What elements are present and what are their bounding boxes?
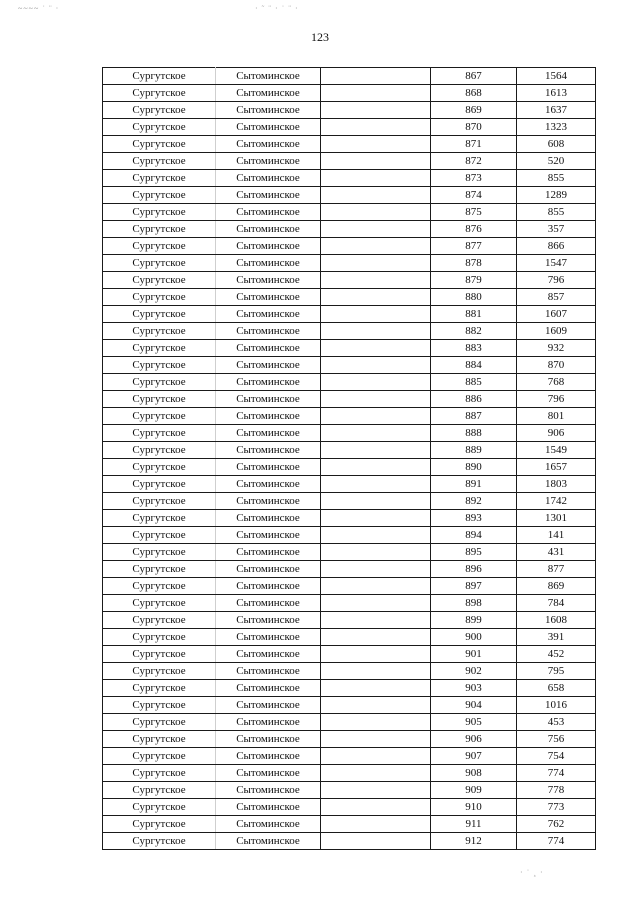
lot-number-cell: 905 <box>431 714 517 731</box>
deposit-cell: Сургутское <box>103 544 216 561</box>
lot-number-cell: 908 <box>431 765 517 782</box>
deposit-cell: Сургутское <box>103 493 216 510</box>
deposit-cell: Сургутское <box>103 68 216 85</box>
lot-number-cell: 882 <box>431 323 517 340</box>
registry-table <box>102 67 596 850</box>
table-row <box>103 238 596 255</box>
table-row <box>103 544 596 561</box>
value-cell: 658 <box>517 680 596 697</box>
lot-number-cell: 910 <box>431 799 517 816</box>
field-cell: Сытоминское <box>216 272 321 289</box>
deposit-cell: Сургутское <box>103 255 216 272</box>
deposit-cell: Сургутское <box>103 374 216 391</box>
table-row <box>103 510 596 527</box>
field-cell: Сытоминское <box>216 119 321 136</box>
deposit-cell: Сургутское <box>103 187 216 204</box>
table-row <box>103 799 596 816</box>
value-cell: 1637 <box>517 102 596 119</box>
lot-number-cell: 912 <box>431 833 517 850</box>
lot-number-cell: 898 <box>431 595 517 612</box>
deposit-cell: Сургутское <box>103 697 216 714</box>
field-cell: Сытоминское <box>216 408 321 425</box>
field-cell: Сытоминское <box>216 102 321 119</box>
value-cell: 784 <box>517 595 596 612</box>
table-row <box>103 68 596 85</box>
lot-number-cell: 871 <box>431 136 517 153</box>
deposit-cell: Сургутское <box>103 306 216 323</box>
table-row <box>103 408 596 425</box>
field-cell: Сытоминское <box>216 748 321 765</box>
blank-cell <box>321 68 431 85</box>
blank-cell <box>321 204 431 221</box>
value-cell: 855 <box>517 204 596 221</box>
table-row <box>103 816 596 833</box>
table-row <box>103 153 596 170</box>
deposit-cell: Сургутское <box>103 408 216 425</box>
field-cell: Сытоминское <box>216 476 321 493</box>
table-row <box>103 221 596 238</box>
blank-cell <box>321 629 431 646</box>
field-cell: Сытоминское <box>216 510 321 527</box>
table-row <box>103 374 596 391</box>
blank-cell <box>321 272 431 289</box>
table-row <box>103 493 596 510</box>
table-row <box>103 765 596 782</box>
field-cell: Сытоминское <box>216 340 321 357</box>
value-cell: 774 <box>517 765 596 782</box>
table-row <box>103 697 596 714</box>
deposit-cell: Сургутское <box>103 204 216 221</box>
blank-cell <box>321 697 431 714</box>
blank-cell <box>321 408 431 425</box>
deposit-cell: Сургутское <box>103 714 216 731</box>
field-cell: Сытоминское <box>216 714 321 731</box>
field-cell: Сытоминское <box>216 697 321 714</box>
value-cell: 1549 <box>517 442 596 459</box>
value-cell: 768 <box>517 374 596 391</box>
value-cell: 906 <box>517 425 596 442</box>
table-row <box>103 663 596 680</box>
scan-artifact-bottom: · ˙ ¸ · <box>520 868 544 877</box>
value-cell: 1657 <box>517 459 596 476</box>
field-cell: Сытоминское <box>216 255 321 272</box>
deposit-cell: Сургутское <box>103 425 216 442</box>
blank-cell <box>321 663 431 680</box>
blank-cell <box>321 493 431 510</box>
value-cell: 877 <box>517 561 596 578</box>
lot-number-cell: 909 <box>431 782 517 799</box>
blank-cell <box>321 306 431 323</box>
field-cell: Сытоминское <box>216 612 321 629</box>
lot-number-cell: 902 <box>431 663 517 680</box>
value-cell: 1564 <box>517 68 596 85</box>
blank-cell <box>321 476 431 493</box>
table-row <box>103 204 596 221</box>
blank-cell <box>321 612 431 629</box>
field-cell: Сытоминское <box>216 527 321 544</box>
lot-number-cell: 885 <box>431 374 517 391</box>
field-cell: Сытоминское <box>216 221 321 238</box>
blank-cell <box>321 119 431 136</box>
table-row <box>103 459 596 476</box>
deposit-cell: Сургутское <box>103 748 216 765</box>
field-cell: Сытоминское <box>216 493 321 510</box>
lot-number-cell: 907 <box>431 748 517 765</box>
field-cell: Сытоминское <box>216 323 321 340</box>
blank-cell <box>321 816 431 833</box>
field-cell: Сытоминское <box>216 765 321 782</box>
blank-cell <box>321 289 431 306</box>
value-cell: 1613 <box>517 85 596 102</box>
field-cell: Сытоминское <box>216 391 321 408</box>
value-cell: 801 <box>517 408 596 425</box>
field-cell: Сытоминское <box>216 544 321 561</box>
lot-number-cell: 888 <box>431 425 517 442</box>
field-cell: Сытоминское <box>216 782 321 799</box>
field-cell: Сытоминское <box>216 799 321 816</box>
table-row <box>103 731 596 748</box>
lot-number-cell: 884 <box>431 357 517 374</box>
value-cell: 391 <box>517 629 596 646</box>
field-cell: Сытоминское <box>216 85 321 102</box>
table-row <box>103 748 596 765</box>
value-cell: 857 <box>517 289 596 306</box>
field-cell: Сытоминское <box>216 136 321 153</box>
lot-number-cell: 896 <box>431 561 517 578</box>
lot-number-cell: 906 <box>431 731 517 748</box>
deposit-cell: Сургутское <box>103 119 216 136</box>
blank-cell <box>321 374 431 391</box>
field-cell: Сытоминское <box>216 238 321 255</box>
lot-number-cell: 889 <box>431 442 517 459</box>
field-cell: Сытоминское <box>216 833 321 850</box>
lot-number-cell: 886 <box>431 391 517 408</box>
value-cell: 773 <box>517 799 596 816</box>
table-row <box>103 442 596 459</box>
field-cell: Сытоминское <box>216 459 321 476</box>
lot-number-cell: 890 <box>431 459 517 476</box>
blank-cell <box>321 646 431 663</box>
deposit-cell: Сургутское <box>103 221 216 238</box>
value-cell: 1609 <box>517 323 596 340</box>
value-cell: 1608 <box>517 612 596 629</box>
table-row <box>103 357 596 374</box>
field-cell: Сытоминское <box>216 646 321 663</box>
blank-cell <box>321 527 431 544</box>
deposit-cell: Сургутское <box>103 731 216 748</box>
blank-cell <box>321 391 431 408</box>
lot-number-cell: 894 <box>431 527 517 544</box>
value-cell: 869 <box>517 578 596 595</box>
lot-number-cell: 893 <box>431 510 517 527</box>
value-cell: 520 <box>517 153 596 170</box>
field-cell: Сытоминское <box>216 816 321 833</box>
blank-cell <box>321 102 431 119</box>
value-cell: 774 <box>517 833 596 850</box>
value-cell: 762 <box>517 816 596 833</box>
lot-number-cell: 879 <box>431 272 517 289</box>
deposit-cell: Сургутское <box>103 136 216 153</box>
registry-table-body <box>103 68 596 850</box>
blank-cell <box>321 357 431 374</box>
lot-number-cell: 903 <box>431 680 517 697</box>
value-cell: 855 <box>517 170 596 187</box>
value-cell: 1607 <box>517 306 596 323</box>
field-cell: Сытоминское <box>216 578 321 595</box>
deposit-cell: Сургутское <box>103 170 216 187</box>
table-row <box>103 119 596 136</box>
value-cell: 1323 <box>517 119 596 136</box>
table-row <box>103 255 596 272</box>
blank-cell <box>321 748 431 765</box>
field-cell: Сытоминское <box>216 629 321 646</box>
table-row <box>103 391 596 408</box>
table-row <box>103 340 596 357</box>
blank-cell <box>321 782 431 799</box>
lot-number-cell: 880 <box>431 289 517 306</box>
table-row <box>103 289 596 306</box>
field-cell: Сытоминское <box>216 663 321 680</box>
deposit-cell: Сургутское <box>103 595 216 612</box>
deposit-cell: Сургутское <box>103 578 216 595</box>
lot-number-cell: 883 <box>431 340 517 357</box>
table-row <box>103 578 596 595</box>
deposit-cell: Сургутское <box>103 663 216 680</box>
lot-number-cell: 875 <box>431 204 517 221</box>
deposit-cell: Сургутское <box>103 816 216 833</box>
deposit-cell: Сургутское <box>103 272 216 289</box>
lot-number-cell: 901 <box>431 646 517 663</box>
deposit-cell: Сургутское <box>103 340 216 357</box>
blank-cell <box>321 459 431 476</box>
blank-cell <box>321 765 431 782</box>
table-row <box>103 187 596 204</box>
lot-number-cell: 878 <box>431 255 517 272</box>
lot-number-cell: 887 <box>431 408 517 425</box>
lot-number-cell: 872 <box>431 153 517 170</box>
page-number: 123 <box>311 30 329 44</box>
field-cell: Сытоминское <box>216 204 321 221</box>
field-cell: Сытоминское <box>216 561 321 578</box>
deposit-cell: Сургутское <box>103 442 216 459</box>
blank-cell <box>321 544 431 561</box>
value-cell: 778 <box>517 782 596 799</box>
deposit-cell: Сургутское <box>103 782 216 799</box>
value-cell: 932 <box>517 340 596 357</box>
deposit-cell: Сургутское <box>103 510 216 527</box>
lot-number-cell: 900 <box>431 629 517 646</box>
value-cell: 453 <box>517 714 596 731</box>
lot-number-cell: 869 <box>431 102 517 119</box>
lot-number-cell: 881 <box>431 306 517 323</box>
table-row <box>103 85 596 102</box>
value-cell: 1547 <box>517 255 596 272</box>
blank-cell <box>321 595 431 612</box>
deposit-cell: Сургутское <box>103 646 216 663</box>
table-row <box>103 782 596 799</box>
lot-number-cell: 904 <box>431 697 517 714</box>
blank-cell <box>321 238 431 255</box>
deposit-cell: Сургутское <box>103 85 216 102</box>
value-cell: 754 <box>517 748 596 765</box>
table-row <box>103 646 596 663</box>
field-cell: Сытоминское <box>216 595 321 612</box>
table-row <box>103 680 596 697</box>
blank-cell <box>321 221 431 238</box>
blank-cell <box>321 578 431 595</box>
value-cell: 452 <box>517 646 596 663</box>
scan-artifact-header: · ˜ ¨ · ˙ ¨ · <box>255 4 299 13</box>
deposit-cell: Сургутское <box>103 357 216 374</box>
lot-number-cell: 895 <box>431 544 517 561</box>
table-row <box>103 833 596 850</box>
blank-cell <box>321 340 431 357</box>
field-cell: Сытоминское <box>216 357 321 374</box>
table-row <box>103 476 596 493</box>
field-cell: Сытоминское <box>216 374 321 391</box>
blank-cell <box>321 442 431 459</box>
value-cell: 870 <box>517 357 596 374</box>
table-row <box>103 714 596 731</box>
lot-number-cell: 899 <box>431 612 517 629</box>
deposit-cell: Сургутское <box>103 238 216 255</box>
lot-number-cell: 868 <box>431 85 517 102</box>
blank-cell <box>321 85 431 102</box>
value-cell: 1742 <box>517 493 596 510</box>
blank-cell <box>321 187 431 204</box>
blank-cell <box>321 323 431 340</box>
blank-cell <box>321 680 431 697</box>
deposit-cell: Сургутское <box>103 459 216 476</box>
field-cell: Сытоминское <box>216 306 321 323</box>
deposit-cell: Сургутское <box>103 102 216 119</box>
lot-number-cell: 867 <box>431 68 517 85</box>
lot-number-cell: 873 <box>431 170 517 187</box>
blank-cell <box>321 799 431 816</box>
value-cell: 1289 <box>517 187 596 204</box>
field-cell: Сытоминское <box>216 68 321 85</box>
table-row <box>103 527 596 544</box>
deposit-cell: Сургутское <box>103 629 216 646</box>
lot-number-cell: 877 <box>431 238 517 255</box>
lot-number-cell: 876 <box>431 221 517 238</box>
deposit-cell: Сургутское <box>103 476 216 493</box>
value-cell: 1016 <box>517 697 596 714</box>
blank-cell <box>321 510 431 527</box>
value-cell: 141 <box>517 527 596 544</box>
value-cell: 795 <box>517 663 596 680</box>
scan-artifact-top: ~~~~ ˙ ¨ · <box>18 4 60 13</box>
lot-number-cell: 911 <box>431 816 517 833</box>
value-cell: 1301 <box>517 510 596 527</box>
field-cell: Сытоминское <box>216 680 321 697</box>
value-cell: 431 <box>517 544 596 561</box>
lot-number-cell: 892 <box>431 493 517 510</box>
deposit-cell: Сургутское <box>103 289 216 306</box>
deposit-cell: Сургутское <box>103 680 216 697</box>
deposit-cell: Сургутское <box>103 833 216 850</box>
table-row <box>103 425 596 442</box>
blank-cell <box>321 833 431 850</box>
field-cell: Сытоминское <box>216 442 321 459</box>
value-cell: 796 <box>517 391 596 408</box>
blank-cell <box>321 425 431 442</box>
table-row <box>103 595 596 612</box>
deposit-cell: Сургутское <box>103 153 216 170</box>
deposit-cell: Сургутское <box>103 799 216 816</box>
blank-cell <box>321 731 431 748</box>
table-row <box>103 629 596 646</box>
blank-cell <box>321 136 431 153</box>
value-cell: 357 <box>517 221 596 238</box>
lot-number-cell: 891 <box>431 476 517 493</box>
field-cell: Сытоминское <box>216 187 321 204</box>
blank-cell <box>321 714 431 731</box>
table-row <box>103 323 596 340</box>
table-row <box>103 272 596 289</box>
table-row <box>103 102 596 119</box>
deposit-cell: Сургутское <box>103 527 216 544</box>
value-cell: 866 <box>517 238 596 255</box>
field-cell: Сытоминское <box>216 170 321 187</box>
value-cell: 756 <box>517 731 596 748</box>
value-cell: 1803 <box>517 476 596 493</box>
lot-number-cell: 874 <box>431 187 517 204</box>
deposit-cell: Сургутское <box>103 391 216 408</box>
blank-cell <box>321 153 431 170</box>
field-cell: Сытоминское <box>216 425 321 442</box>
table-row <box>103 612 596 629</box>
deposit-cell: Сургутское <box>103 612 216 629</box>
table-row <box>103 170 596 187</box>
field-cell: Сытоминское <box>216 731 321 748</box>
deposit-cell: Сургутское <box>103 323 216 340</box>
field-cell: Сытоминское <box>216 289 321 306</box>
lot-number-cell: 897 <box>431 578 517 595</box>
blank-cell <box>321 170 431 187</box>
deposit-cell: Сургутское <box>103 765 216 782</box>
table-row <box>103 136 596 153</box>
table-row <box>103 306 596 323</box>
value-cell: 608 <box>517 136 596 153</box>
value-cell: 796 <box>517 272 596 289</box>
deposit-cell: Сургутское <box>103 561 216 578</box>
blank-cell <box>321 561 431 578</box>
table-row <box>103 561 596 578</box>
field-cell: Сытоминское <box>216 153 321 170</box>
blank-cell <box>321 255 431 272</box>
lot-number-cell: 870 <box>431 119 517 136</box>
